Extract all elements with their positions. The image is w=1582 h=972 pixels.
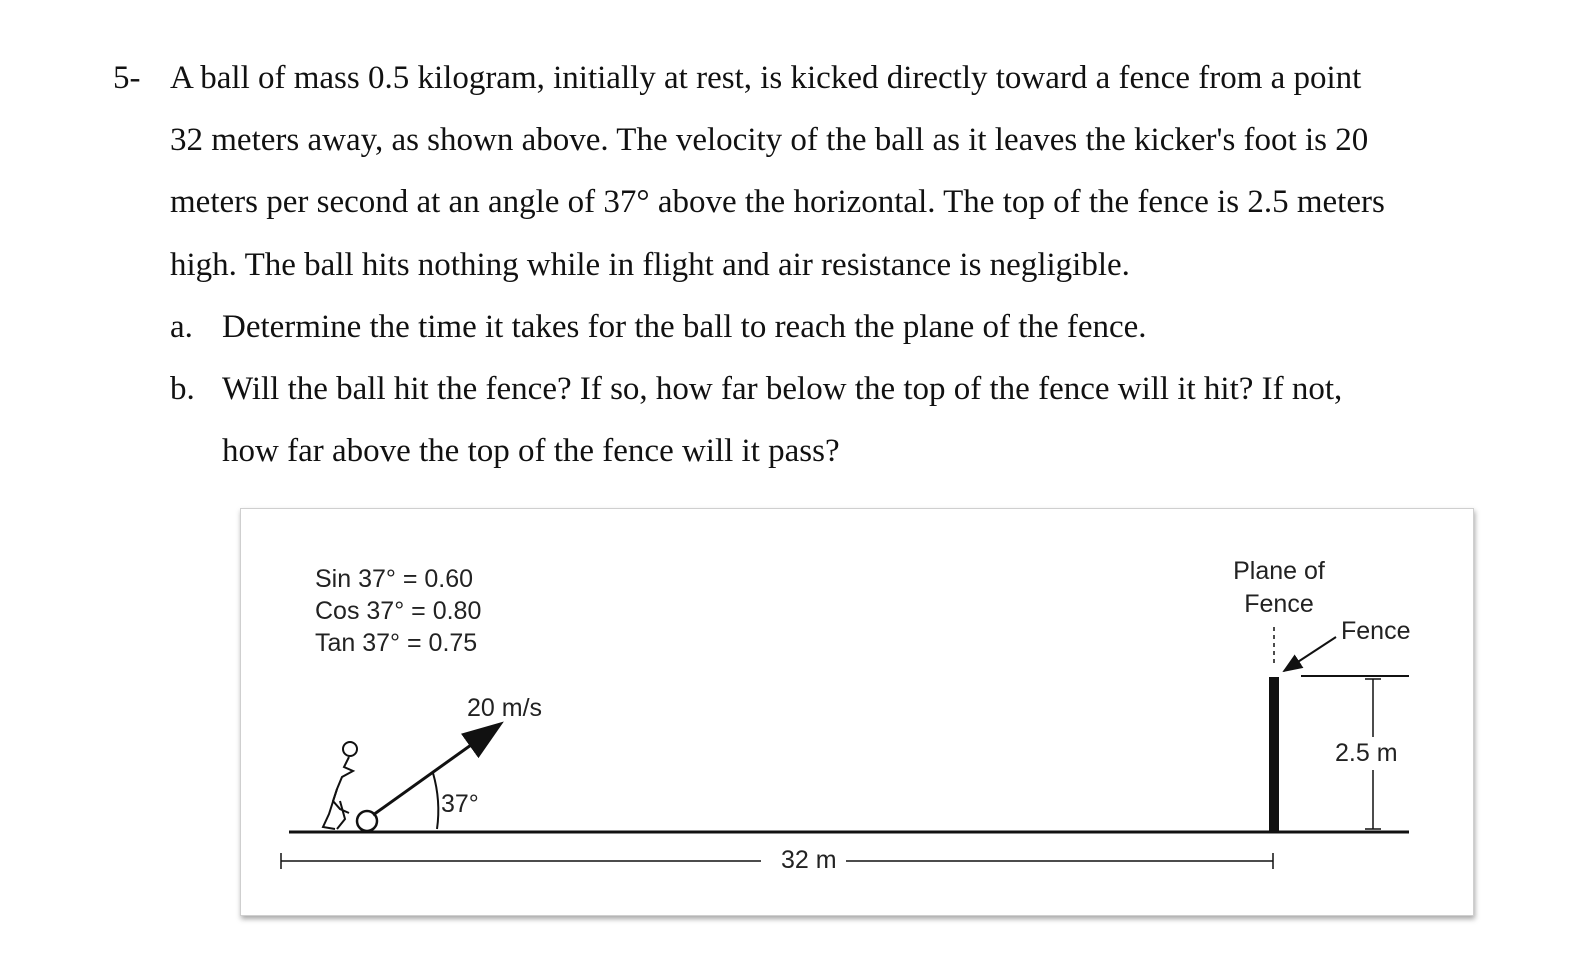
problem-line-4: high. The ball hits nothing while in flight and air resistance is negligible. [170,247,1130,283]
velocity-vector [373,725,499,815]
distance-label: 32 m [781,846,837,874]
velocity-label: 20 m/s [467,694,543,722]
part-b-label: b. [170,371,195,407]
fence-plane-label: Fence [1244,590,1314,618]
fence [1269,677,1279,833]
kicker-figure [323,742,357,829]
height-label: 2.5 m [1335,737,1398,770]
problem-number: 5- [113,60,141,96]
part-a-text: Determine the time it takes for the ball to reach the plane of the fence. [222,309,1147,345]
fence-label: Fence [1341,617,1411,645]
part-b-text-1: Will the ball hit the fence? If so, how far below the top of the fence will it hit? If not, [222,371,1343,407]
angle-label: 37° [441,790,479,818]
part-b-text-2: how far above the top of the fence will it pass? [222,433,840,469]
fence-pointer [1284,637,1336,671]
angle-arc [433,773,438,829]
problem-line-3: meters per second at an angle of 37° above the horizontal. The top of the fence is 2.5 meters [170,184,1385,220]
trig-cos: Cos 37° = 0.80 [315,597,482,625]
problem-line-1: A ball of mass 0.5 kilogram, initially at rest, is kicked directly toward a fence from a point [170,60,1362,96]
problem-line-2: 32 meters away, as shown above. The velocity of the ball as it leaves the kicker's foot is 20 [170,122,1369,158]
plane-of-label: Plane of [1233,557,1325,585]
part-a-label: a. [170,309,193,345]
trig-sin: Sin 37° = 0.60 [315,565,474,593]
diagram-figure [240,508,1474,916]
trig-tan: Tan 37° = 0.75 [315,629,478,657]
